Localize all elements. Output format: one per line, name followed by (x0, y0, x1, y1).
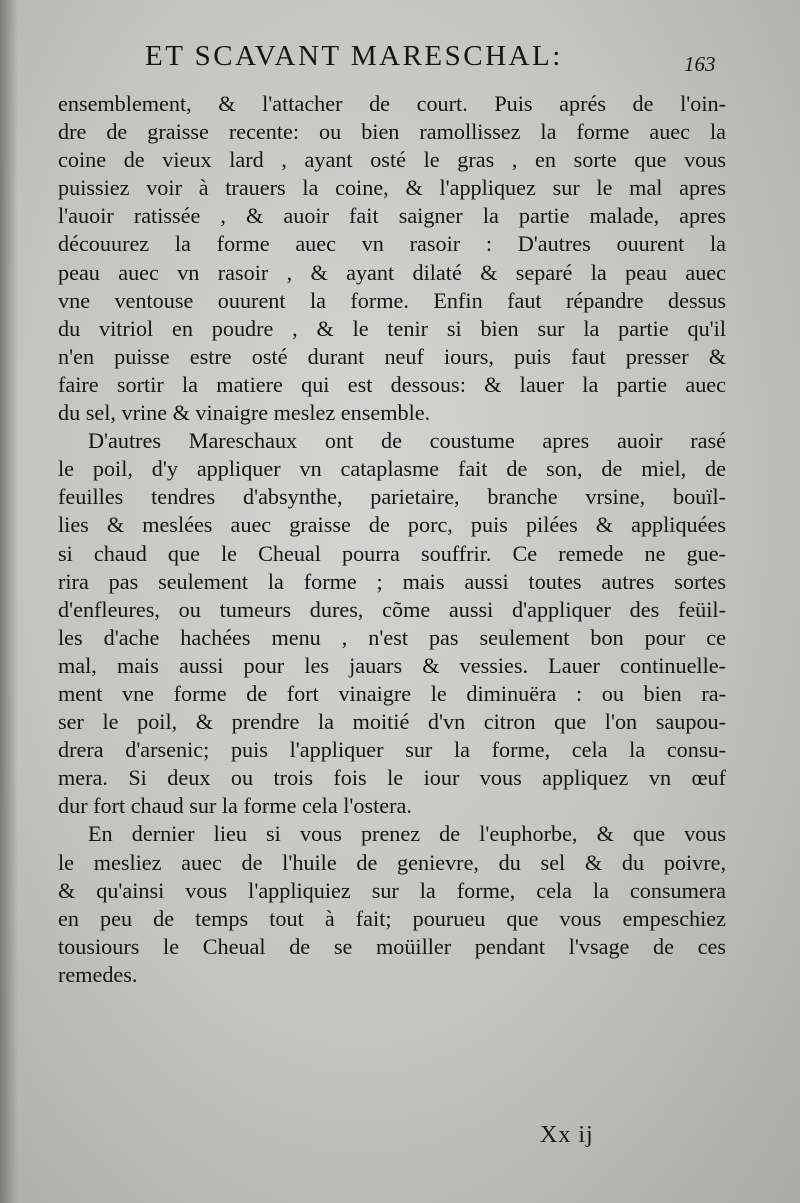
text-line: du vitriol en poudre , & le tenir si bien sur la partie qu'il (58, 315, 726, 341)
text-line: en peu de temps tout à fait; pourueu que vous empeschiez (58, 905, 726, 931)
text-line: ensemblement, & l'attacher de court. Puis aprés de l'oin- (58, 91, 726, 116)
text-line: tousiours le Cheual de se moüiller pendant l'vsage de ces (58, 933, 726, 959)
text-line: si chaud que le Cheual pourra souffrir. Ce remede ne gue- (58, 540, 726, 566)
text-line: les d'ache hachées menu , n'est pas seulement bon pour ce (58, 624, 726, 650)
text-line: coine de vieux lard , ayant osté le gras , en sorte que vous (58, 147, 726, 173)
text-line: n'en puisse estre osté durant neuf iours, puis faut presser & (58, 343, 726, 369)
text-line: du sel, vrine & vinaigre meslez ensemble. (58, 400, 431, 426)
text-line: vne ventouse ouurent la forme. Enfin faut répandre dessus (58, 287, 726, 313)
text-line: ser le poil, & prendre la moitié d'vn citron que l'on saupou- (58, 709, 726, 735)
text-line: lies & meslées auec graisse de porc, puis pilées & appliquées (58, 512, 726, 538)
text-line: En dernier lieu si vous prenez de l'euphorbe, & que vous (88, 821, 726, 847)
running-head: ET SCAVANT MARESCHAL: (145, 40, 563, 72)
text-line: rira pas seulement la forme ; mais aussi toutes autres sortes (58, 568, 726, 594)
text-line: l'auoir ratissée , & auoir fait saigner la partie malade, apres (58, 203, 726, 229)
text-line: remedes. (58, 961, 138, 987)
text-line: mal, mais aussi pour les jauars & vessies. Lauer continuelle- (58, 652, 726, 678)
text-line: ment vne forme de fort vinaigre le diminuëra : ou bien ra- (58, 680, 726, 706)
text-line: découurez la forme auec vn rasoir : D'autres ouurent la (58, 231, 726, 257)
text-line: & qu'ainsi vous l'appliquiez sur la forme, cela la consumera (58, 877, 726, 903)
text-line: mera. Si deux ou trois fois le iour vous appliquez vn œuf (58, 765, 726, 791)
text-line: peau auec vn rasoir , & ayant dilaté & separé la peau auec (58, 259, 726, 285)
text-line: d'enfleures, ou tumeurs dures, cõme aussi d'appliquer des feüil- (58, 596, 726, 622)
text-line: drera d'arsenic; puis l'appliquer sur la forme, cela la consu- (58, 737, 726, 763)
signature-mark: Xx ij (540, 1122, 594, 1148)
page-gutter-shadow (0, 0, 18, 1203)
text-line: dre de graisse recente: ou bien ramollissez la forme auec la (58, 119, 726, 145)
text-line: le mesliez auec de l'huile de genievre, du sel & du poivre, (58, 849, 726, 875)
text-line: puissiez voir à trauers la coine, & l'appliquez sur le mal apres (58, 175, 726, 201)
text-line: le poil, d'y appliquer vn cataplasme fait de son, de miel, de (58, 456, 726, 482)
text-line: feuilles tendres d'absynthe, parietaire, branche vrsine, bouïl- (58, 484, 726, 510)
text-line: dur fort chaud sur la forme cela l'ostera. (58, 793, 412, 819)
body-text (58, 90, 726, 989)
text-line: faire sortir la matiere qui est dessous: & lauer la partie auec (58, 371, 726, 397)
page-number: 163 (684, 52, 716, 76)
text-line: D'autres Mareschaux ont de coustume apres auoir rasé (88, 428, 726, 454)
